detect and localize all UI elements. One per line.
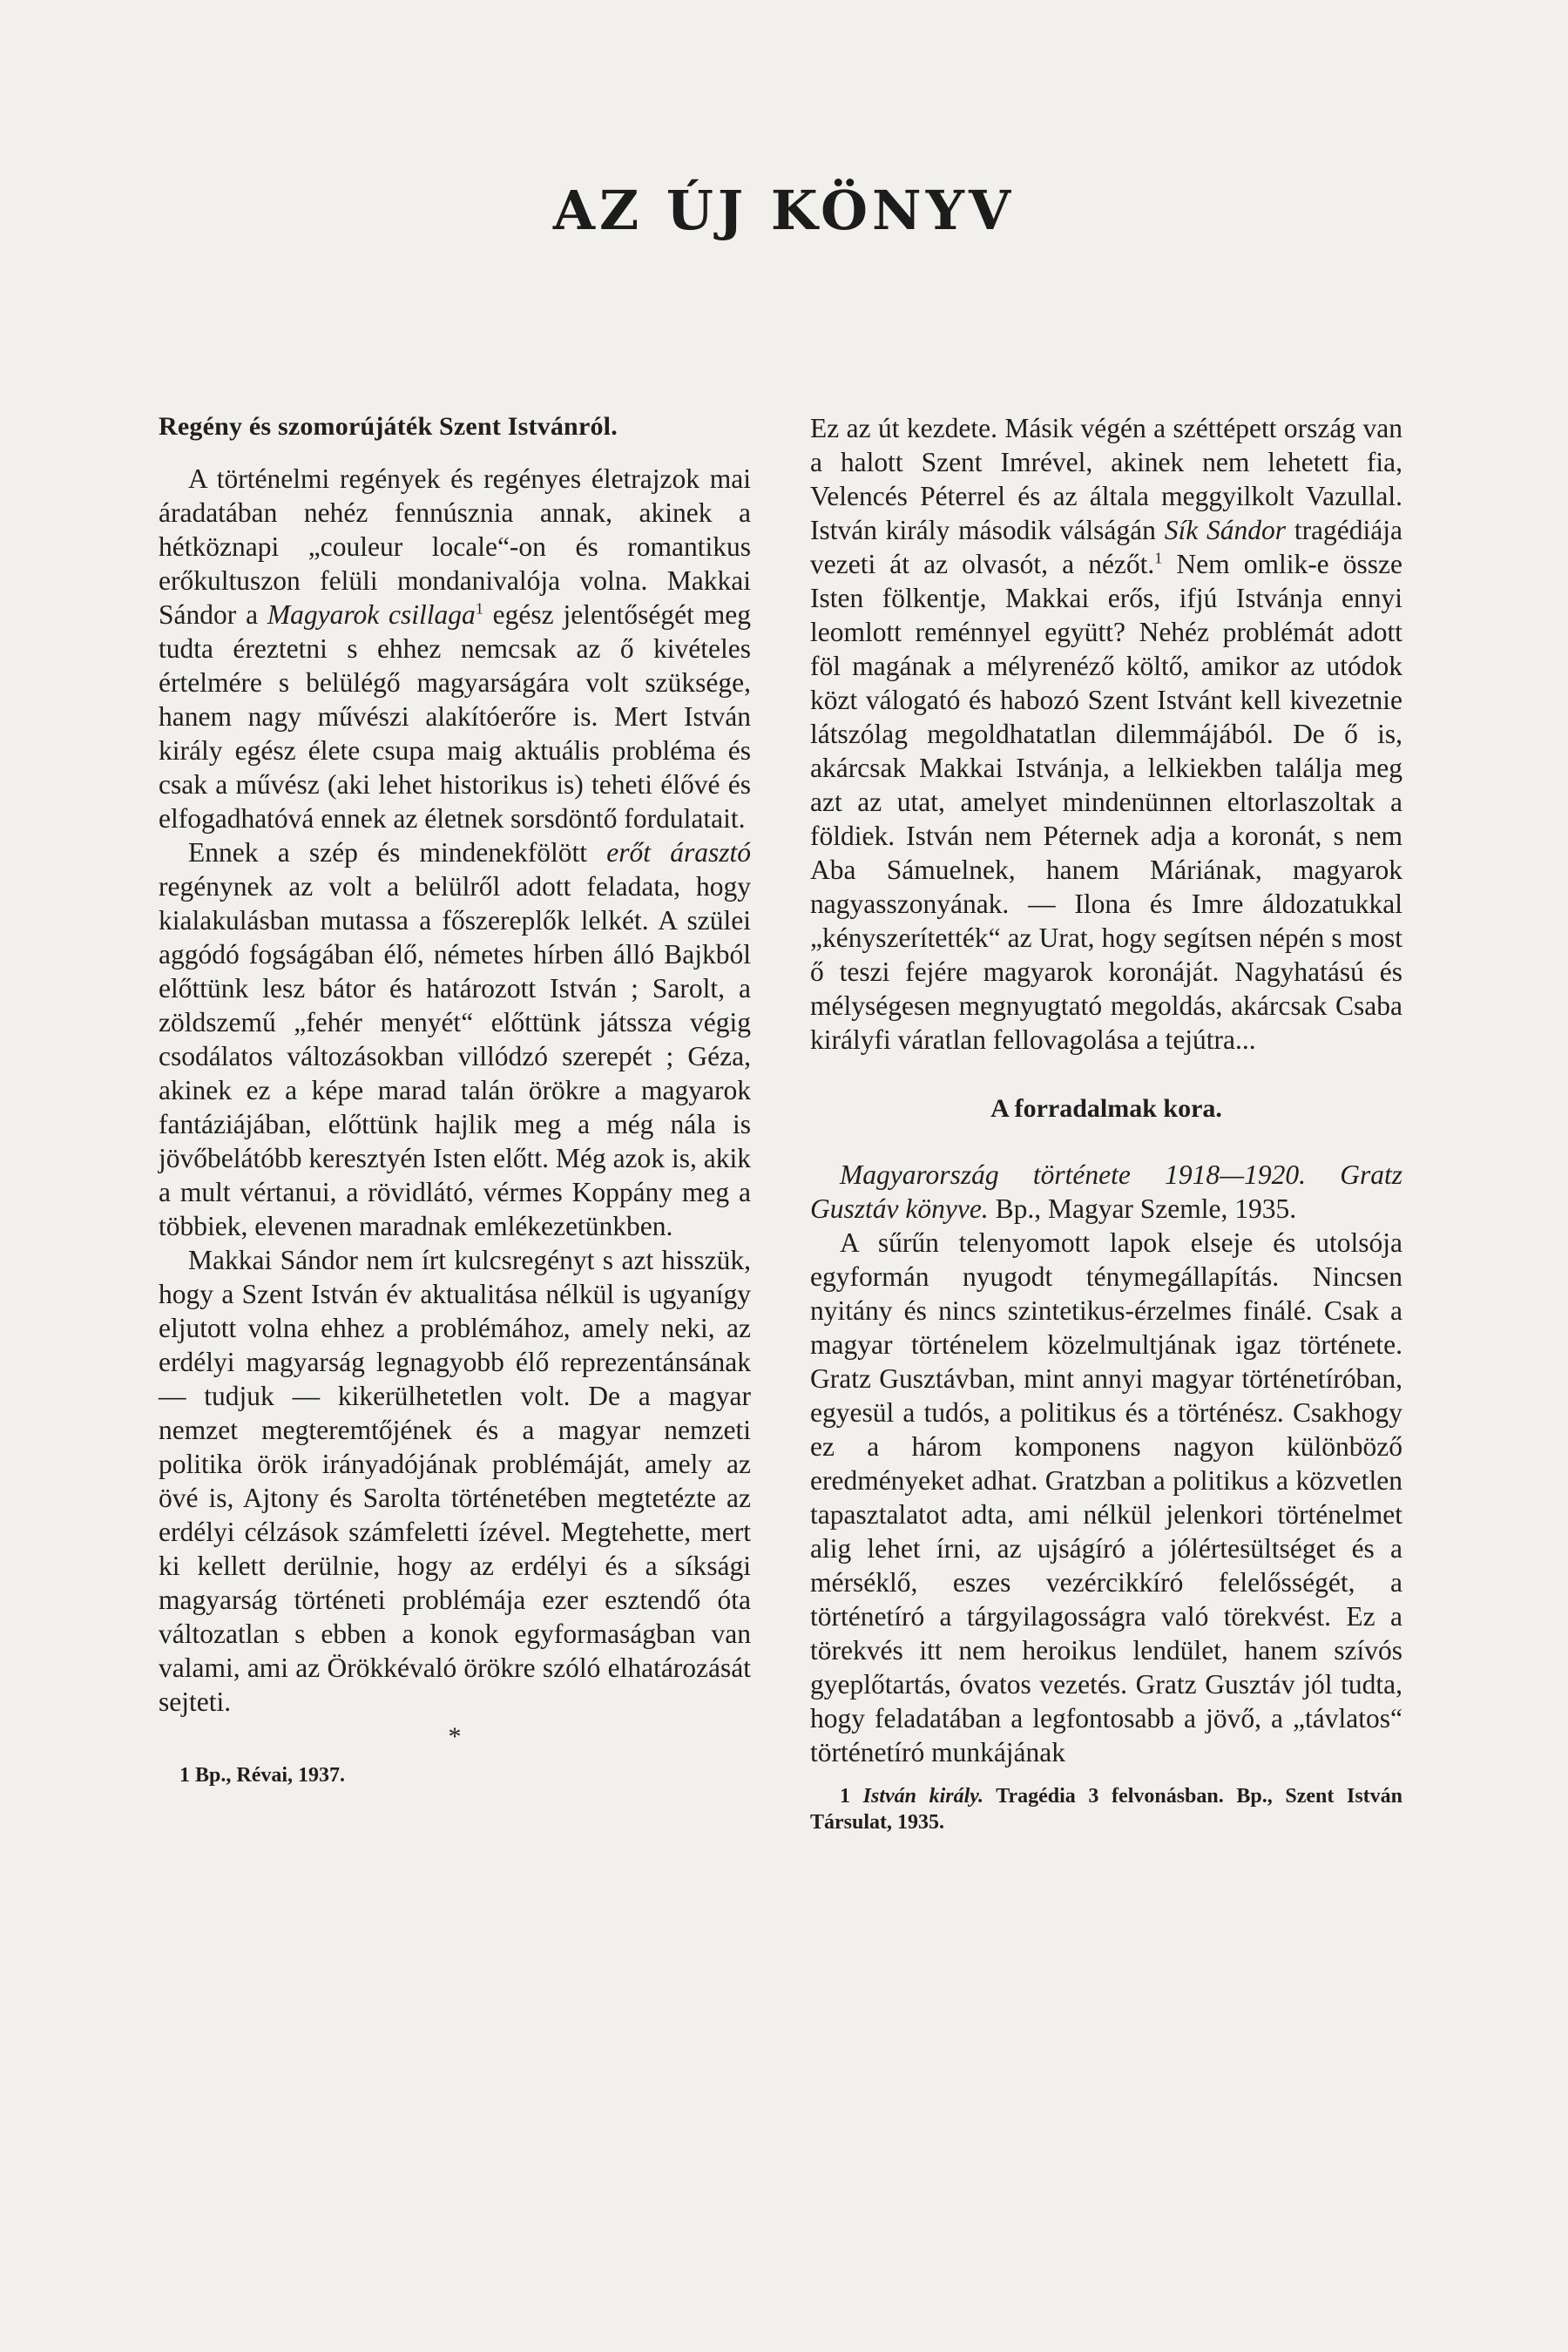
footnote-title: István király. [862, 1785, 984, 1808]
text-run: Ennek a szép és mindenekfölött [188, 837, 607, 868]
footnote-left: 1 Bp., Révai, 1937. [179, 1764, 346, 1787]
text-run: A történelmi regények és regényes életrajzok mai áradatában nehéz fennúsznia annak, akinek a hétköznapi „couleur locale“-on és romantikus erőkultuszon felüli mondanivalója volna. Makkai Sándor a [159, 463, 751, 630]
italic-text: Sík Sándor [1164, 515, 1286, 545]
text-run: tragédiája vezeti át az olvasót, a nézőt. [810, 515, 1402, 579]
text-run: Ez az út kezdete. Másik végén a széttépett ország van a halott Szent Imrével, akinek nem lehetett fia, Velencés Péterrel és az általa meggyilkolt Vazullal. István király második válságán [810, 413, 1402, 545]
text-run: regénynek az volt a belülről adott feladata, hogy kialakulásban mutassa a főszereplők lelkét. A szülei aggódó fogságában élő, németes hírben álló Bajkból előttünk lesz bátor és határozott István ; Sarolt, a zöldszemű „fehér menyét“ előttünk játssza végig csodálatos változásokban villódzó szerepét ; Géza, akinek ez a képe marad talán örökre a magyarok fantáziájában, előttünk hajlik meg a még nála is jövőbelátóbb keresztyén Isten előtt. Még azok is, akik a mult vértanui, a rövidlátó, vérmes Koppány meg a többiek, elevenen maradnak emlékezetünkben. [159, 871, 751, 1241]
italic-text: erőt árasztó [606, 837, 751, 868]
left-paragraphs [159, 462, 751, 1719]
section-heading-left: Regény és szomorújáték Szent Istvánról. [159, 412, 618, 441]
footnote-right [810, 1783, 1402, 1835]
footnote-marker: 1 [1154, 549, 1163, 567]
paragraph [810, 411, 1402, 1057]
text-run: Nem omlik-e össze Isten fölkentje, Makkai erős, ifjú Istvánja ennyi leomlott reménnyel együtt? Nehéz problémát adott föl magának a mélyrenéző költő, amikor az utódok közt válogató és habozó Szent Istvánt kell kivezetnie látszólag megoldhatatlan dilemmájából. De ő is, akárcsak Makkai Istvánja, a lelkiekben találja meg azt az utat, amelyet mindenünnen eltorlaszoltak a földiek. István nem Péternek adja a koronát, s nem Aba Sámuelnek, hanem Máriának, magyarok nagyasszonyának. — Ilona és Imre áldozatukkal „kényszerítették“ az Urat, hogy segítsen népén s most ő teszi fejére magyarok koronáját. Nagyhatású és mélységesen megnyugtató megoldás, akárcsak Csaba királyfi váratlan fellovagolása a tejútra... [810, 549, 1402, 1055]
footnote-marker: 1 [475, 599, 483, 618]
page-title: AZ ÚJ KÖNYV [552, 179, 1016, 242]
text-run: egész jelentőségét meg tudta éreztetni s ehhez nemcsak az ő kivételes értelmére s belülégő magyarságára volt szüksége, hanem nagy művészi alakítóerőre is. Mert István király egész élete csupa maig aktuális probléma és csak a művész (aki lehet historikus is) teheti élővé és elfogadhatóvá ennek az életnek sorsdöntő fordulatait. [159, 599, 751, 834]
right-paragraphs-top [810, 411, 1402, 1057]
section-separator: * [448, 1722, 462, 1751]
paragraph [810, 1226, 1402, 1769]
right-column [810, 411, 1402, 1835]
italic-text: Magyarország története 1918—1920. Gratz Gusztáv könyve. [810, 1159, 1402, 1224]
text-run: Makkai Sándor nem írt kulcsregényt s azt hisszük, hogy a Szent István év aktualitása nélkül is ugyanígy eljutott volna ehhez a problémához, amely neki, az erdélyi magyarság legnagyobb élő reprezentánsának — tudjuk — kikerülhetetlen volt. De a magyar nemzet megteremtőjének és a magyar nemzeti politika örök irányadójának problémáját, amely az övé is, Ajtony és Sarolta történetében megtetézte az erdélyi célzások számfeletti ízével. Megtehette, mert ki kellett derülnie, hogy az erdélyi és a síksági magyarság történeti problémája ezer esztendő óta változatlan s ebben a konok egyformaságban van valami, ami az Örökkévaló örökre szóló elhatározását sejteti. [159, 1245, 751, 1717]
right-paragraphs-bottom [810, 1226, 1402, 1769]
footnote-number: 1 [840, 1785, 850, 1808]
section-heading-right: A forradalmak kora. [990, 1094, 1222, 1123]
footnote-text: Tragédia 3 felvonásban. Bp., Szent István Társulat, 1935. [810, 1785, 1402, 1834]
text-run: Bp., Magyar Szemle, 1935. [988, 1193, 1297, 1224]
paragraph [159, 1243, 751, 1719]
paragraph [159, 835, 751, 1243]
text-run: A sűrűn telenyomott lapok elseje és utolsója egyformán nyugodt ténymegállapítás. Nincsen nyitány és nincs szintetikus-érzelmes finálé. Csak a magyar történelem közelmultjának igaz története. Gratz Gusztávban, mint annyi magyar történetíróban, egyesül a tudós, a politikus és a történész. Csakhogy ez a három komponens nagyon különböző eredményeket adhat. Gratzban a politikus a közvetlen tapasztalatot adta, ami nélkül jelenkori történelmet alig lehet írni, az ujságíró a jólértesültséget és a mérséklő, eszes vezércikkíró felelősségét, a történetíró a tárgyilagosságra való törekvést. Ez a törekvés itt nem heroikus lendület, hanem szívós gyeplőtartás, óvatos vezetés. Gratz Gusztáv jól tudta, hogy feladatában a legfontosabb a jövő, a „távlatos“ történetíró munkájának [810, 1227, 1402, 1767]
book-reference [810, 1158, 1402, 1226]
italic-text: Magyarok csillaga [267, 599, 476, 630]
paragraph [159, 462, 751, 835]
left-column [159, 409, 751, 1788]
